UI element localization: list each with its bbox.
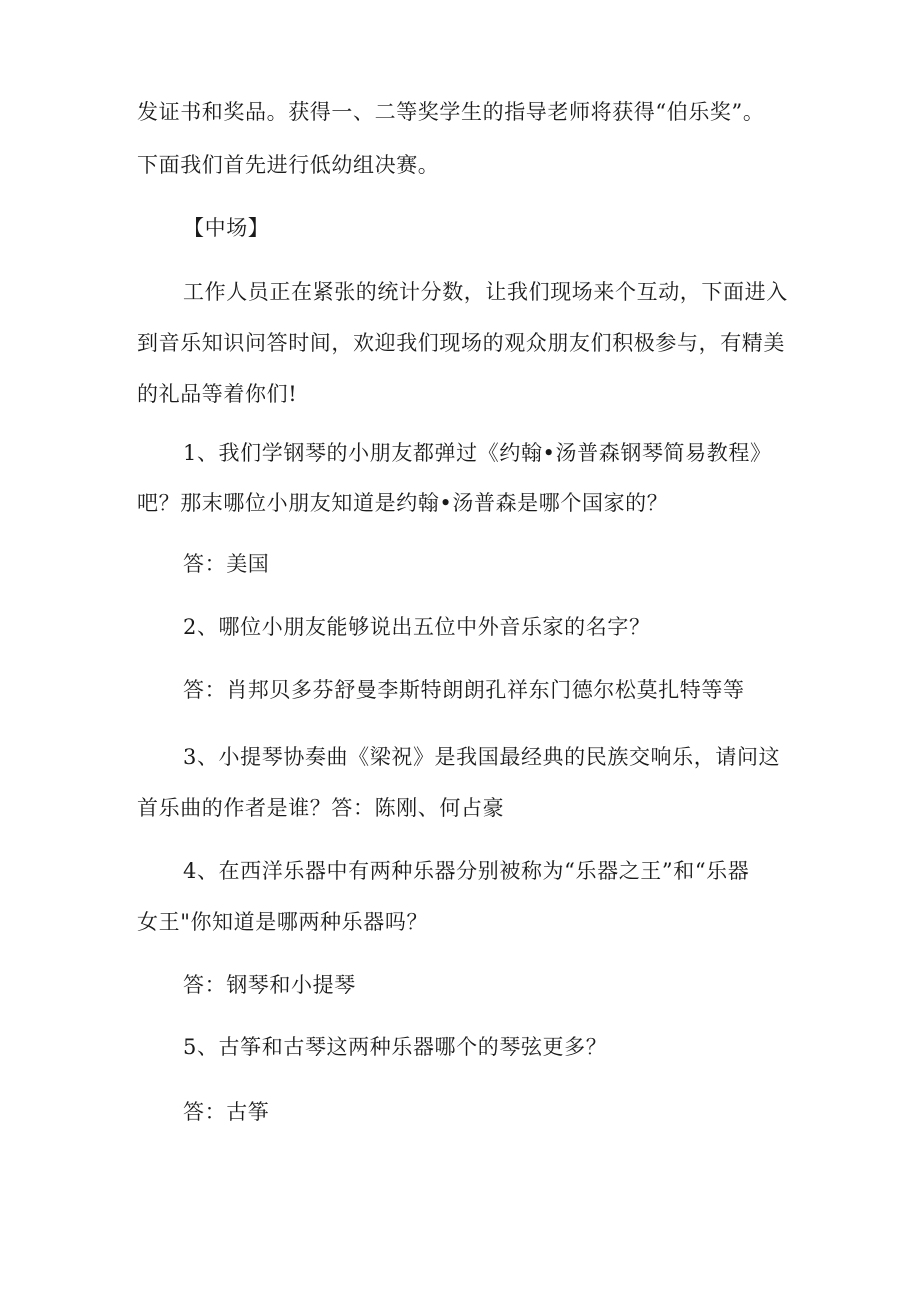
interlude-line-3: 的礼品等着你们! (137, 382, 298, 406)
question-3-line-1: 3、小提琴协奏曲《梁祝》是我国最经典的民族交响乐，请问这 (183, 745, 781, 769)
answer-2: 答：肖邦贝多芬舒曼李斯特朗朗孔祥东门德尔松莫扎特等等 (183, 678, 745, 702)
answer-5: 答：古筝 (183, 1100, 270, 1124)
answer-1: 答：美国 (183, 552, 270, 576)
question-2-line-1: 2、哪位小朋友能够说出五位中外音乐家的名字？ (183, 615, 651, 639)
section-heading: 【中场】 (183, 216, 270, 240)
answer-4: 答：钢琴和小提琴 (183, 973, 356, 997)
intro-line-2: 下面我们首先进行低幼组决赛。 (137, 153, 440, 177)
question-5-line-1: 5、古筝和古琴这两种乐器哪个的琴弦更多？ (183, 1035, 608, 1059)
question-4-line-2: 女王"你知道是哪两种乐器吗？ (137, 910, 429, 934)
question-4-line-1: 4、在西洋乐器中有两种乐器分别被称为“乐器之王”和“乐器 (183, 859, 750, 883)
question-1-line-2: 吧？那末哪位小朋友知道是约翰•汤普森是哪个国家的？ (137, 491, 669, 515)
interlude-line-2: 到音乐知识问答时间，欢迎我们现场的观众朋友们积极参与，有精美 (137, 331, 785, 355)
question-3-line-2: 首乐曲的作者是谁？答：陈刚、何占豪 (137, 796, 505, 820)
intro-line-1: 发证书和奖品。获得一、二等奖学生的指导老师将获得“伯乐奖”。 (137, 100, 765, 124)
question-1-line-1: 1、我们学钢琴的小朋友都弹过《约翰•汤普森钢琴简易教程》 (183, 441, 772, 465)
interlude-line-1: 工作人员正在紧张的统计分数，让我们现场来个互动，下面进入 (183, 280, 788, 304)
